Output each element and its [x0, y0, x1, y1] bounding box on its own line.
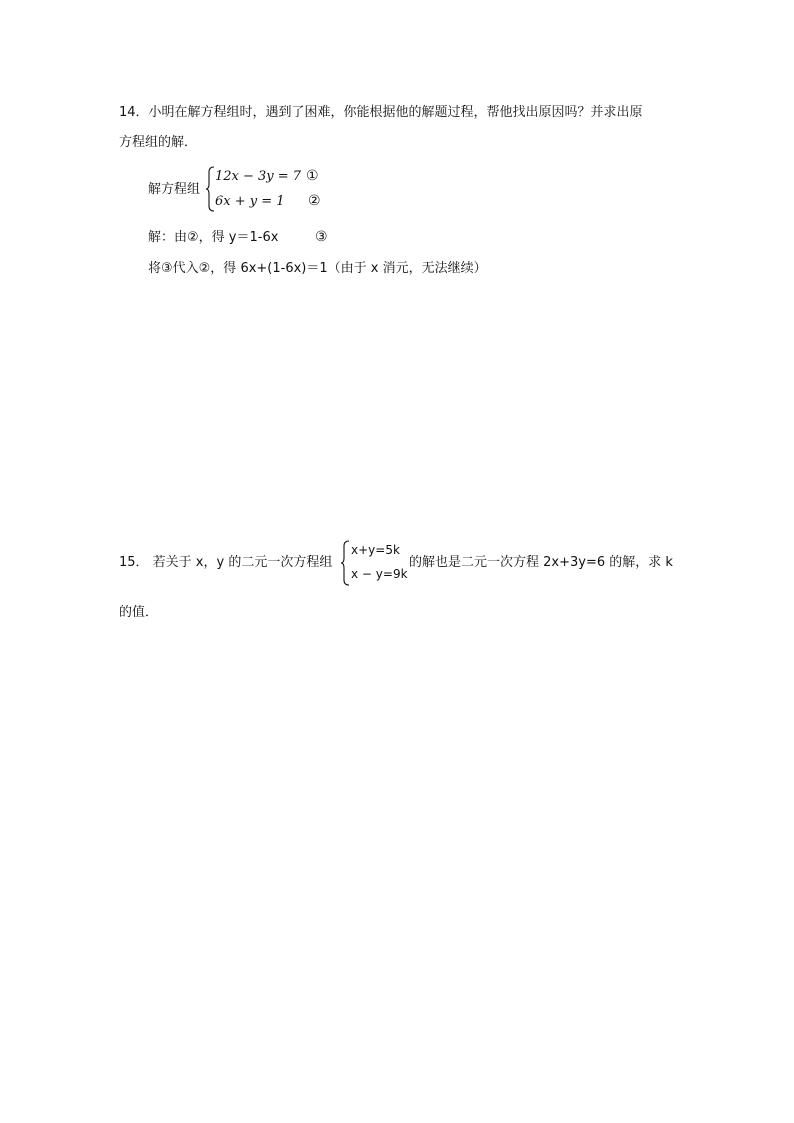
q15-suffix: 的解也是二元一次方程 2x+3y=6 的解，求 k: [409, 555, 673, 570]
q14-step1: 解：由②，得 y＝1-6x: [148, 230, 279, 245]
q14-step1-mark: ③: [315, 229, 328, 245]
q15-equation-2: x − y=9k: [351, 567, 408, 581]
q14-step2: 将③代入②，得 6x+(1-6x)＝1（由于 x 消元，无法继续）: [148, 261, 487, 276]
q15-brace-icon: [341, 540, 351, 586]
q14-line1: 14．小明在解方程组时，遇到了困难，你能根据他的解题过程，帮他找出原因吗？并求出原: [119, 105, 643, 120]
q14-equation-1: 12x − 3y = 7: [215, 169, 302, 184]
q15-equation-1: x+y=5k: [351, 543, 400, 557]
q14-equation-2-mark: ②: [308, 193, 321, 209]
q15-line2: 的值．: [119, 605, 159, 620]
q14-equation-1-mark: ①: [306, 168, 319, 184]
q14-equation-2: 6x + y = 1: [215, 194, 285, 209]
q15-prefix: 15． 若关于 x，y 的二元一次方程组: [119, 555, 333, 570]
q14-line2: 方程组的解．: [119, 135, 198, 150]
q14-system-label: 解方程组: [148, 182, 201, 197]
